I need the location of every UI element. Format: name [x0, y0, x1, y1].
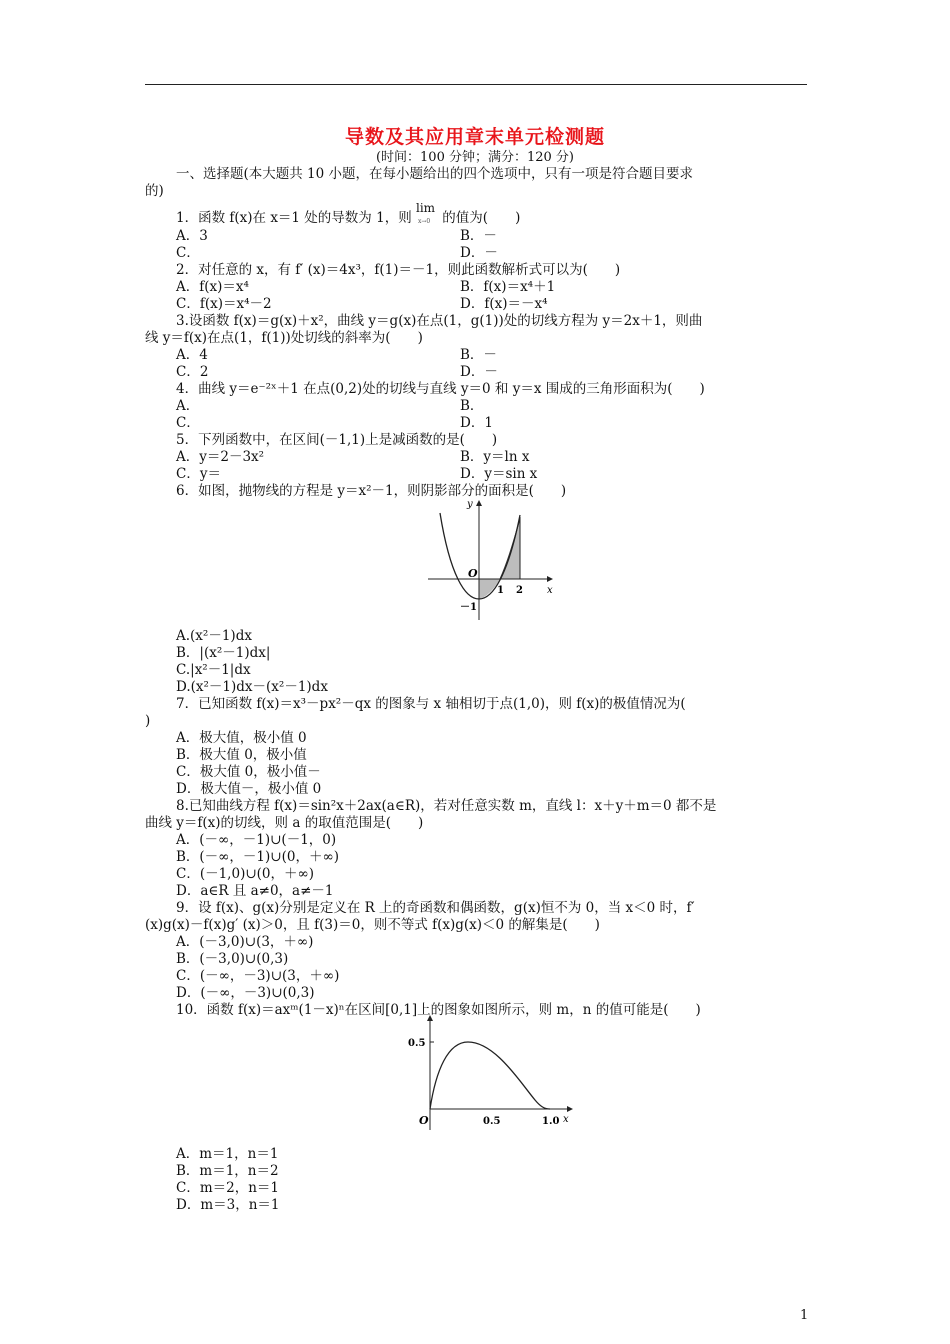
y-tick-label: 0.5	[408, 1038, 426, 1049]
q1-stem	[176, 201, 521, 227]
tick-label-neg1: －1	[460, 602, 477, 613]
q10-option-c: C．m＝2，n＝1	[176, 1180, 280, 1196]
q5-option-d: D．y＝sin x	[460, 466, 538, 482]
q8-option-b: B．(－∞，－1)∪(0，＋∞)	[176, 849, 339, 865]
q3-stem: 3.设函数 f(x)＝g(x)＋x²，曲线 y＝g(x)在点(1，g(1))处的切线方程为 y＝2x＋1，则曲	[176, 313, 703, 329]
q8-option-a: A．(－∞，－1)∪(－1，0)	[176, 832, 337, 848]
x-axis-label: x	[563, 1114, 569, 1125]
page-subtitle: (时间：100 分钟；满分：120 分)	[375, 150, 575, 165]
q7-option-a: A．极大值，极小值 0	[176, 730, 307, 746]
q7-stem-cont: )	[145, 713, 151, 729]
q1-stem-part-b: 的值为( )	[442, 210, 521, 226]
q10-option-a: A．m＝1，n＝1	[176, 1146, 279, 1162]
q9-stem-cont: (x)g(x)－f(x)g′ (x)＞0，且 f(3)＝0，则不等式 f(x)g(x)＜0 的解集是( )	[145, 917, 600, 933]
q10-option-b: B．m＝1，n＝2	[176, 1163, 279, 1179]
q9-option-b: B．(－3,0)∪(0,3)	[176, 951, 289, 967]
q4-option-c: C．	[176, 415, 200, 431]
header-rule	[145, 84, 807, 85]
q1-stem-part-a: 1．函数 f(x)在 x＝1 处的导数为 1，则	[176, 210, 412, 226]
q8-stem-cont: 曲线 y＝f(x)的切线，则 a 的取值范围是( )	[145, 815, 424, 831]
q2-stem: 2．对任意的 x，有 f′ (x)＝4x³，f(1)＝－1，则此函数解析式可以为( )	[176, 262, 621, 278]
limit-subscript: x→0	[418, 218, 431, 225]
q7-option-d: D．极大值－，极小值 0	[176, 781, 322, 797]
q6-stem: 6．如图，抛物线的方程是 y＝x²－1，则阴影部分的面积是( )	[176, 483, 567, 499]
q7-option-b: B．极大值 0，极小值	[176, 747, 307, 763]
q2-option-d: D．f(x)＝－x⁴	[460, 296, 548, 312]
q5-option-a: A．y＝2－3x²	[176, 449, 265, 465]
q3-stem-cont: 线 y＝f(x)在点(1，f(1))处切线的斜率为( )	[145, 330, 423, 346]
section-heading-cont: 的)	[145, 183, 164, 199]
q1-option-a: A．3	[176, 228, 208, 244]
q2-option-b: B．f(x)＝x⁴＋1	[460, 279, 556, 295]
q8-stem: 8.已知曲线方程 f(x)＝sin²x＋2ax(a∈R)，若对任意实数 m，直线 l：x＋y＋m＝0 都不是	[176, 798, 717, 814]
q4-option-b: B．	[460, 398, 484, 414]
limit-label: lim	[416, 201, 436, 215]
q9-option-a: A．(－3,0)∪(3，＋∞)	[176, 934, 314, 950]
q3-option-c: C．2	[176, 364, 209, 380]
q5-option-c: C．y＝	[176, 466, 221, 482]
q9-stem: 9．设 f(x)、g(x)分别是定义在 R 上的奇函数和偶函数，g(x)恒不为 0，当 x＜0 时，f′	[176, 900, 695, 916]
q6-option-c: C.|x²－1|dx	[176, 662, 251, 678]
q3-option-b: B．－	[460, 347, 497, 363]
tick-label-2: 2	[516, 585, 523, 596]
x-tick-label-0.5: 0.5	[483, 1116, 501, 1127]
q9-option-d: D．(－∞，－3)∪(0,3)	[176, 985, 315, 1001]
q5-stem: 5．下列函数中，在区间(－1,1)上是减函数的是( )	[176, 432, 498, 448]
curve-figure	[400, 1012, 580, 1142]
y-axis-label: y	[467, 499, 473, 510]
q8-option-c: C．(－1,0)∪(0，＋∞)	[176, 866, 315, 882]
q1-option-d: D．－	[460, 245, 498, 261]
q8-option-d: D．a∈R 且 a≠0，a≠－1	[176, 883, 334, 899]
section-heading: 一、选择题(本大题共 10 小题，在每小题给出的四个选项中，只有一项是符合题目要求	[176, 166, 694, 182]
q1-option-c: C．	[176, 245, 200, 261]
origin-label: O	[468, 567, 478, 580]
page-title: 导数及其应用章末单元检测题	[344, 126, 605, 148]
q1-option-b: B．－	[460, 228, 497, 244]
q7-stem: 7．已知函数 f(x)＝x³－px²－qx 的图象与 x 轴相切于点(1,0)，则 f(x)的极值情况为(	[176, 696, 686, 712]
origin-label: O	[419, 1114, 429, 1127]
q6-option-b: B．|(x²－1)dx|	[176, 645, 271, 661]
q2-option-c: C．f(x)＝x⁴－2	[176, 296, 272, 312]
q6-option-d: D.(x²－1)dx－(x²－1)dx	[176, 679, 328, 695]
q9-option-c: C．(－∞，－3)∪(3，＋∞)	[176, 968, 340, 984]
parabola-figure	[420, 495, 560, 625]
x-tick-label-1.0: 1.0	[542, 1116, 560, 1127]
q6-option-a: A.(x²－1)dx	[176, 628, 252, 644]
q4-option-a: A．	[176, 398, 200, 414]
x-axis-label: x	[547, 585, 553, 596]
q10-option-d: D．m＝3，n＝1	[176, 1197, 280, 1213]
limit-symbol	[416, 201, 438, 227]
function-curve	[430, 1042, 550, 1109]
q10-stem: 10．函数 f(x)＝axᵐ(1－x)ⁿ在区间[0,1]上的图象如图所示，则 m，n 的值可能是( )	[176, 1002, 701, 1018]
q4-option-d: D．1	[460, 415, 493, 431]
q7-option-c: C．极大值 0，极小值－	[176, 764, 321, 780]
q4-stem: 4．曲线 y＝e⁻²ˣ＋1 在点(0,2)处的切线与直线 y＝0 和 y＝x 围成的三角形面积为( )	[176, 381, 705, 397]
page-number: 1	[800, 1308, 809, 1323]
q2-option-a: A．f(x)＝x⁴	[176, 279, 249, 295]
tick-label-1: 1	[497, 585, 504, 596]
q3-option-a: A．4	[176, 347, 208, 363]
q5-option-b: B．y＝ln x	[460, 449, 530, 465]
q3-option-d: D．－	[460, 364, 498, 380]
